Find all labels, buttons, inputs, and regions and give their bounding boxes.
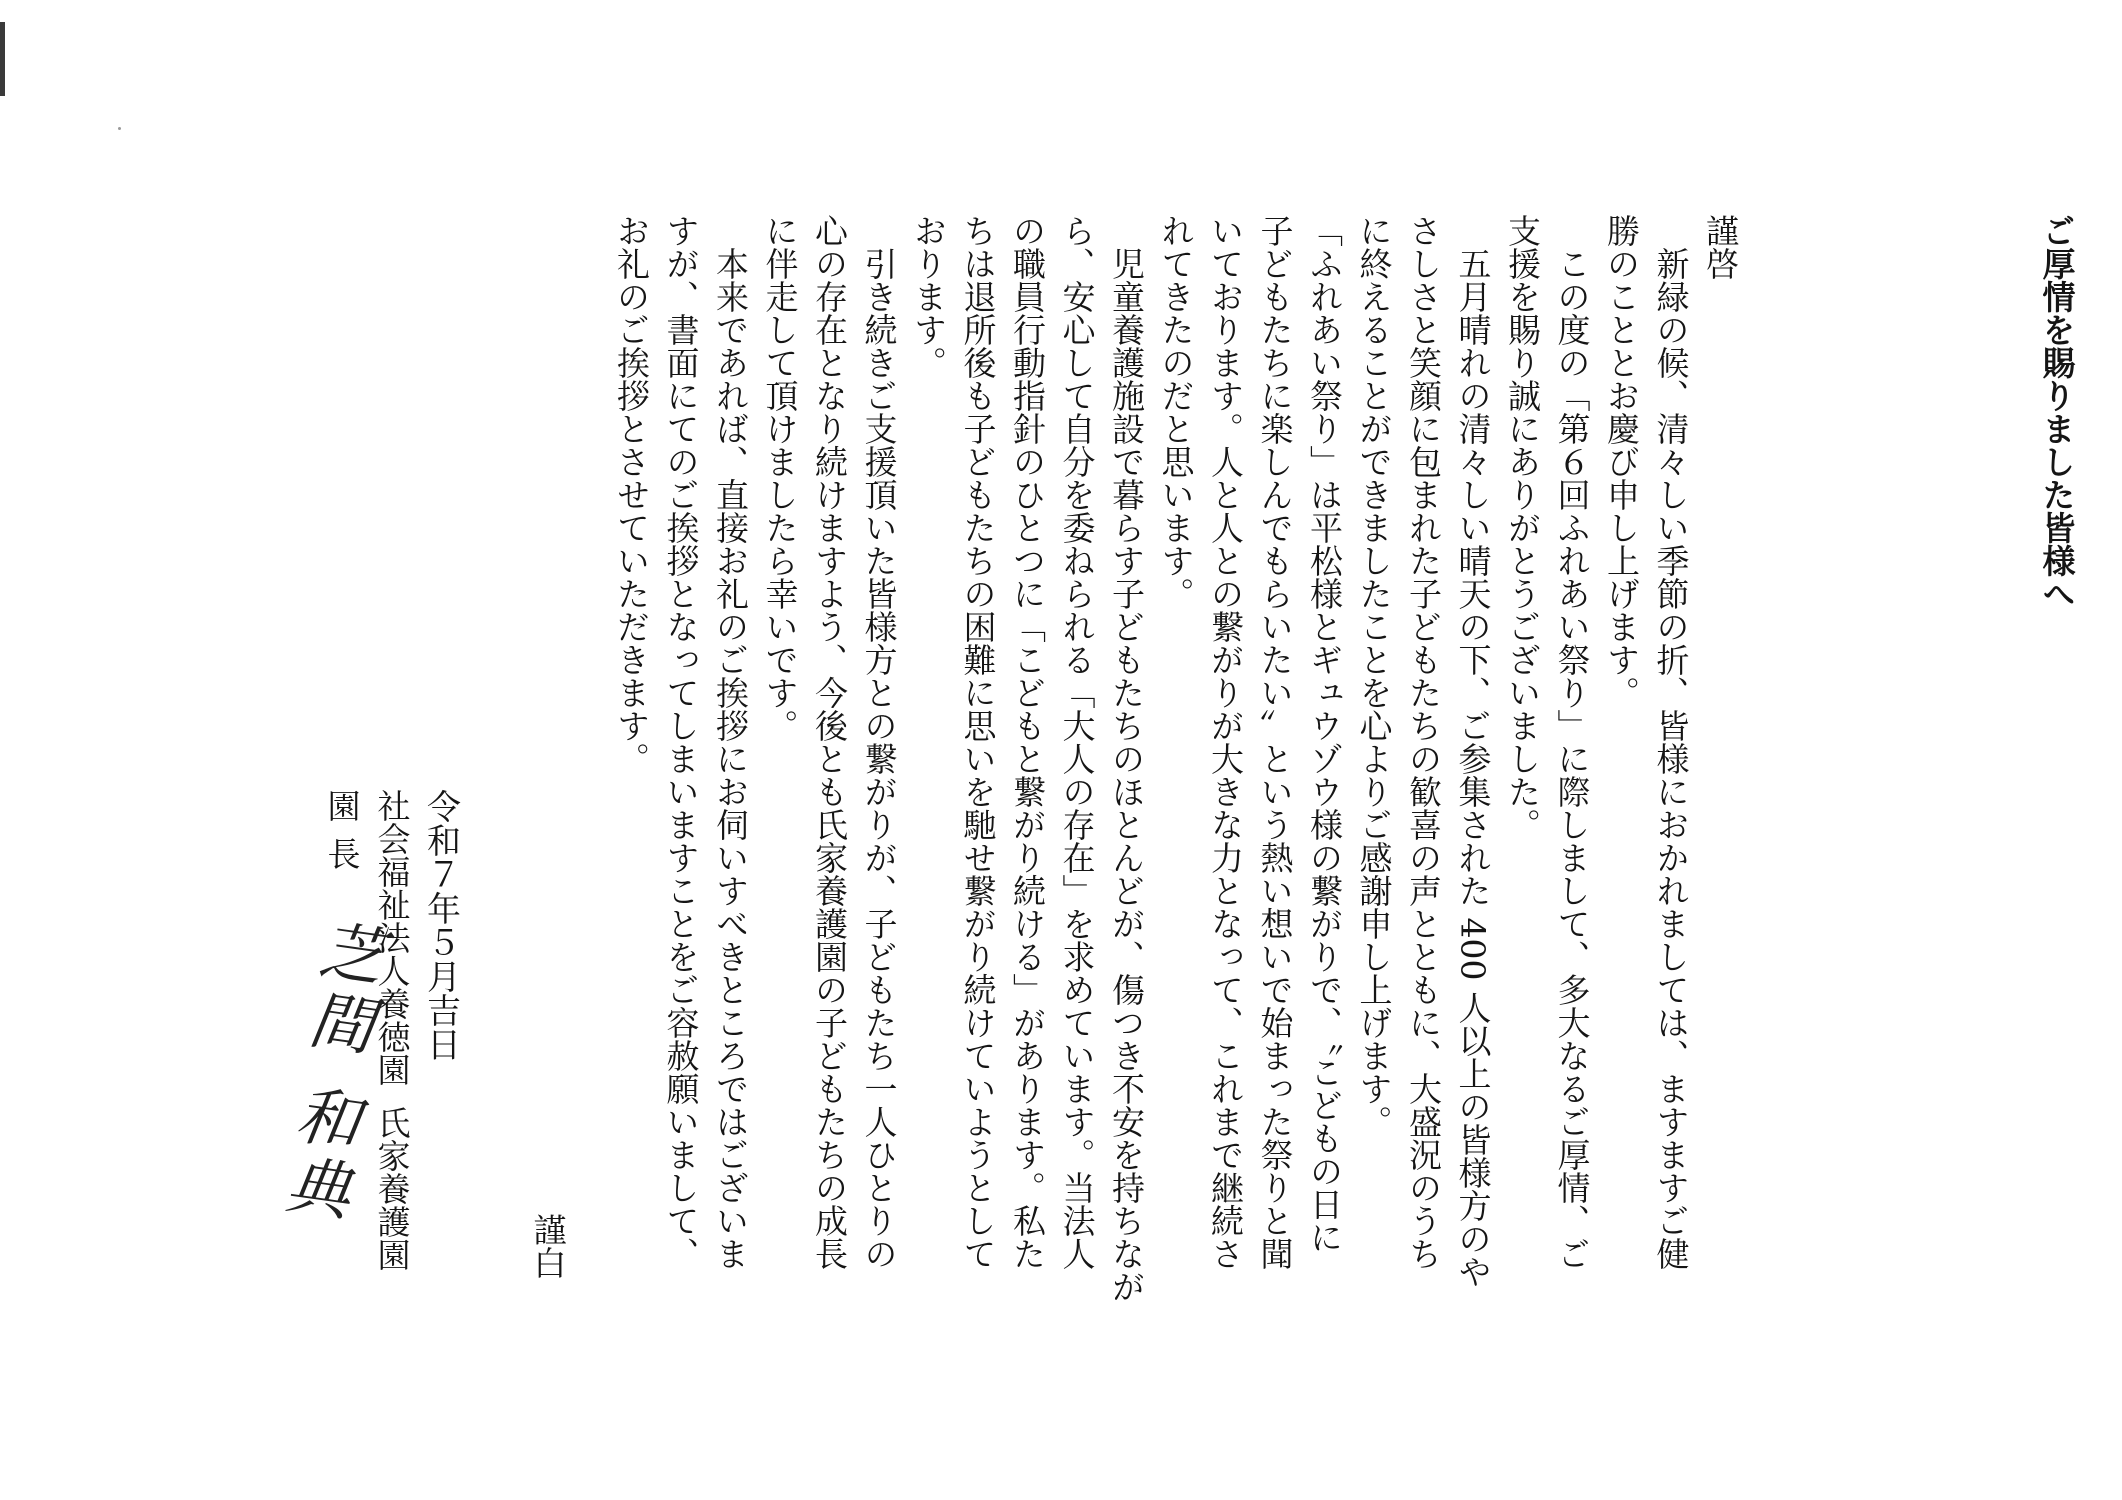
- scan-edge-mark: [0, 22, 5, 96]
- letter-title: ご厚情を賜りました皆様へ: [2037, 214, 2077, 610]
- body-line: すが、書面にてのご挨拶となってしまいますことをご容赦願いまして、: [661, 214, 701, 1270]
- body-line: 「ふれあい祭り」は平松様とギュウゾウ様の繋がりで、〝こどもの日に: [1305, 214, 1344, 1254]
- body-line: に終えることができましたことを心よりご感謝申し上げます。: [1354, 214, 1394, 1138]
- body-line: に伴走して頂けましたら幸いです。: [760, 214, 800, 742]
- body-line: 本来であれば、直接お礼のご挨拶にお伺いすべきところではございま: [711, 247, 750, 1270]
- facility-name: 氏家養護園: [372, 1105, 412, 1271]
- paragraph-6: [755, 214, 904, 1303]
- handwritten-signature: 芝間 和典: [271, 914, 387, 1229]
- paragraph-5: [904, 214, 1152, 1303]
- body-line: お礼のご挨拶とさせていただきます。: [612, 214, 651, 775]
- body-line: れてきたのだと思います。: [1156, 214, 1196, 610]
- body-line: の職員行動指針のひとつに「こどもと繋がり続ける」があります。私た: [1008, 214, 1047, 1270]
- closing-word: 謹白: [528, 1213, 568, 1279]
- letter-body: [607, 214, 1746, 1303]
- body-line: 新緑の候、清々しい季節の折、皆様におかれましては、ますますご健: [1651, 247, 1691, 1270]
- body-line: ら、安心して自分を委ねられる「大人の存在」を求めています。当法人: [1057, 214, 1097, 1270]
- scan-dust-dot: [118, 127, 121, 130]
- sender-organization: [367, 789, 417, 1271]
- opening-salutation: 謹啓: [1701, 214, 1740, 280]
- body-line: 心の存在となり続けますよう、今後とも氏家養護園の子どもたちの成長: [810, 214, 849, 1270]
- body-line: さしさと笑顔に包まれた子どもたちの歓喜の声とともに、大盛況のうち: [1404, 214, 1443, 1270]
- paragraph-3: [1349, 214, 1498, 1303]
- body-line: おります。: [909, 214, 948, 379]
- letter-date: 令和７年５月吉日: [420, 789, 461, 1061]
- body-line: 児童養護施設で暮らす子どもたちのほとんどが、傷つき不安を持ちなが: [1107, 247, 1146, 1303]
- body-line: 支援を賜り誠にありがとうございました。: [1503, 214, 1542, 841]
- body-line: 引き続きご支援頂いた皆様方との繋がりが、子どもたち一人ひとりの: [859, 247, 899, 1270]
- body-line: 子どもたちに楽しんでもらいたい〟という熱い想いで始まった祭りと聞: [1255, 214, 1295, 1270]
- paragraph-1: [1597, 214, 1696, 1303]
- paragraph-2: [1498, 214, 1597, 1303]
- body-line: 五月晴れの清々しい晴天の下、ご参集された 400 人以上の皆様方のや: [1453, 247, 1493, 1288]
- body-line: ちは退所後も子どもたちの困難に思いを馳せ繋がり続けていようとして: [958, 214, 998, 1270]
- body-line: この度の「第６回ふれあい祭り」に際しまして、多大なるご厚情、ご: [1552, 247, 1592, 1270]
- paragraph-4: [1151, 214, 1349, 1303]
- paragraph-7: [607, 214, 756, 1303]
- organization-name: 社会福祉法人養徳園: [372, 789, 412, 1086]
- signer-title: 園長: [322, 789, 362, 885]
- body-line: いております。人と人との繋がりが大きな力となって、これまで継続さ: [1206, 214, 1245, 1270]
- body-line: 勝のこととお慶び申し上げます。: [1602, 214, 1641, 709]
